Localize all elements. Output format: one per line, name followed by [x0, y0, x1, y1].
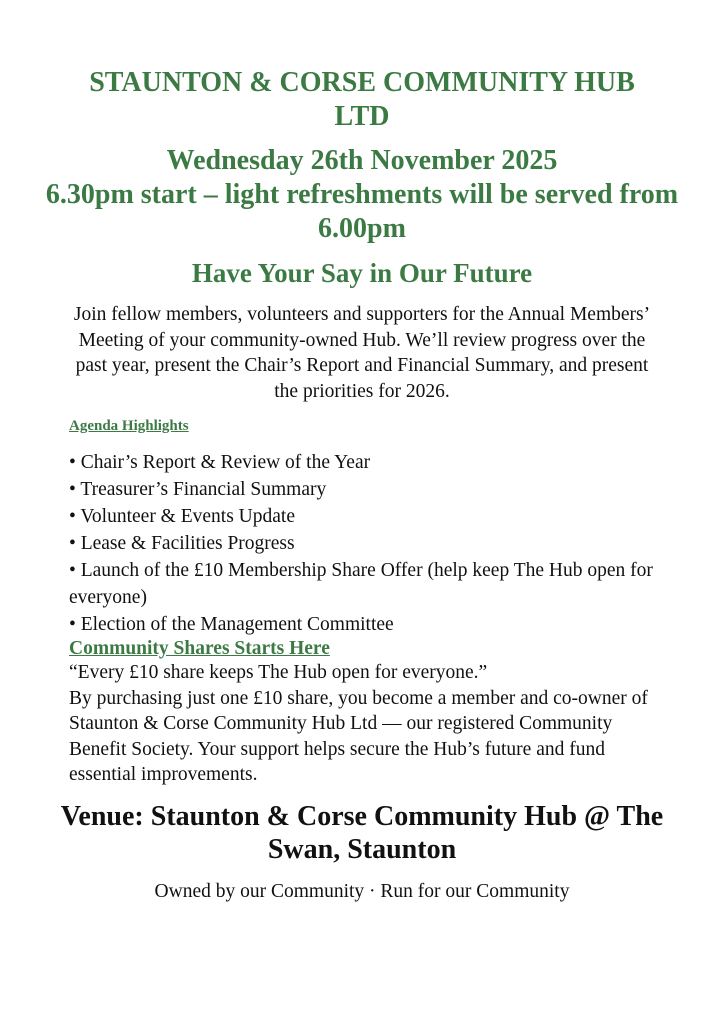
- organisation-title: STAUNTON & CORSE COMMUNITY HUB LTD: [89, 67, 635, 132]
- venue-heading: Venue: Staunton & Corse Community Hub @ The Swan, Staunton: [60, 801, 664, 865]
- event-date: Wednesday 26th November 2025: [166, 145, 558, 176]
- agenda-item: • Election of the Management Committee: [69, 614, 394, 635]
- shares-quote: “Every £10 share keeps The Hub open for everyone.”: [69, 662, 488, 683]
- community-shares-text: [69, 660, 659, 788]
- agenda-item: • Volunteer & Events Update: [69, 506, 295, 527]
- agenda-list: [69, 449, 669, 638]
- agenda-item: • Treasurer’s Financial Summary: [69, 479, 327, 500]
- footer-slogan: Owned by our Community · Run for our Community: [154, 881, 570, 902]
- agenda-item: • Launch of the £10 Membership Share Offer (help keep The Hub open for everyone): [69, 560, 653, 608]
- intro-paragraph: Join fellow members, volunteers and supporters for the Annual Members’ Meeting of your community-owned Hub. We’ll review progress over the past year, present the Chair’s Report and Financial Summary, and present the priorities for 2026.: [73, 304, 651, 402]
- agenda-item: • Lease & Facilities Progress: [69, 533, 295, 554]
- shares-body: By purchasing just one £10 share, you become a member and co-owner of Staunton & Corse Community Hub Ltd — our registered Community Benefit Society. Your support helps secure the Hub’s future and fund essential improvements.: [69, 687, 648, 785]
- community-shares-heading: Community Shares Starts Here: [69, 638, 330, 659]
- agenda-heading: Agenda Highlights: [69, 418, 189, 434]
- event-datetime: [40, 144, 684, 246]
- agenda-item: • Chair’s Report & Review of the Year: [69, 452, 371, 473]
- tagline-heading: Have Your Say in Our Future: [191, 258, 533, 288]
- event-time: 6.30pm start – light refreshments will be served from 6.00pm: [45, 179, 679, 244]
